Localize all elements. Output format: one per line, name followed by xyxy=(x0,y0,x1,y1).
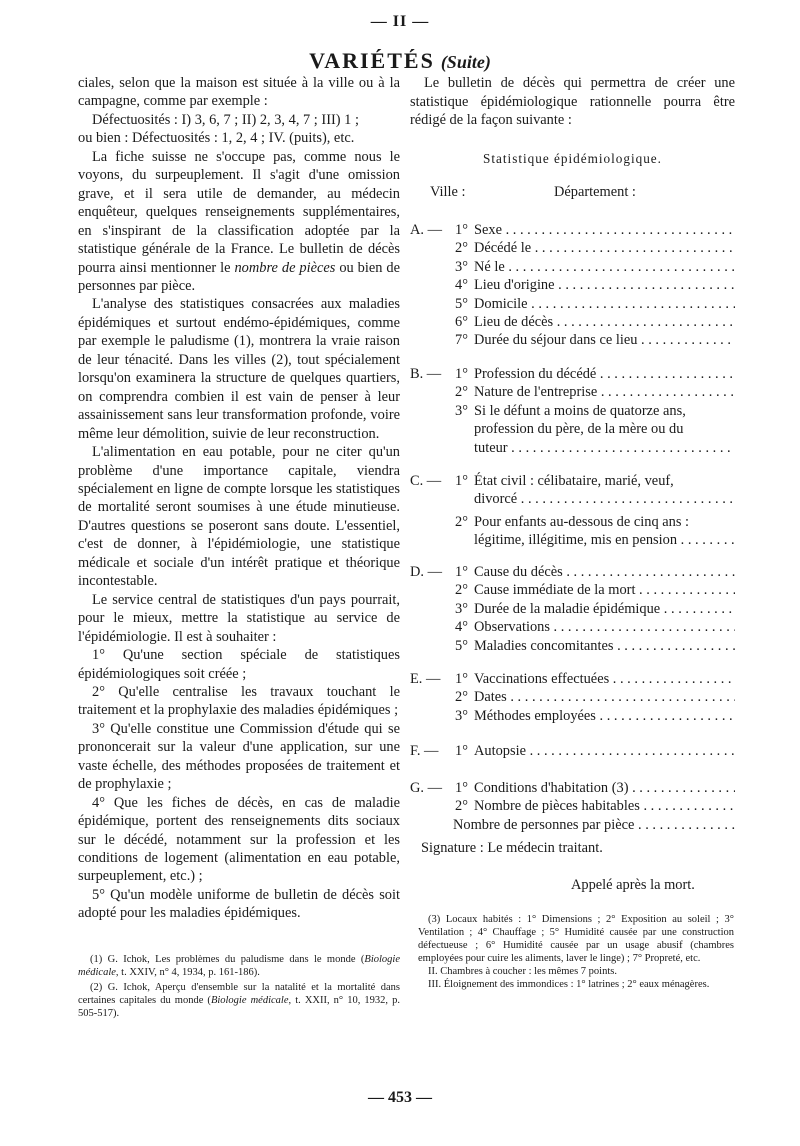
form-section-d xyxy=(410,563,735,655)
form-field: Nombre de personnes par pièce . . . xyxy=(453,816,735,834)
item-number: 6° xyxy=(455,313,468,330)
item-number: 1° xyxy=(455,671,468,687)
item-number: 2° xyxy=(455,513,468,530)
paragraph: ciales, selon que la maison est située à la ville ou à la campagne, comme par exemple : xyxy=(78,75,400,110)
section-letter: A. — xyxy=(410,222,442,238)
signature-line: Signature : Le médecin traitant. xyxy=(421,840,603,856)
wish-item: 5° Qu'un modèle uniforme de bulletin de décès soit adopté pour les maladies épidémiques. xyxy=(78,886,400,922)
section-letter: F. — xyxy=(410,743,439,759)
form-field: Lieu d'origine . . . xyxy=(474,276,735,294)
item-number: 3° xyxy=(455,600,468,617)
form-field: Vaccinations effectuées . . . xyxy=(474,670,735,688)
wish-item: 4° Que les fiches de décès, en cas de maladie épidémique, portent des renseignements dits sociaux sur le décédé, notamment sur la profession et les conditions de logement (alimentation en eau potable, surpeuplement, etc.) ; xyxy=(78,794,400,885)
text-run: La fiche suisse ne s'occupe pas, comme nous le voyons, du surpeuplement. Il s'agit d'une omission grave, et il sera utile de demander, au médecin enquêteur, quelques renseignements supplémentaires, en s'inspirant de la classification adoptée par la statistique générale de la France. Le bulletin de décès pourra ainsi mentionner le xyxy=(78,148,400,276)
footnote xyxy=(78,953,400,980)
italic-text: Biologie médicale xyxy=(78,954,400,979)
footnote-subitem: III. Éloignement des immondices : 1° latrines ; 2° eaux ménagères. xyxy=(428,979,710,991)
item-number: 3° xyxy=(455,402,468,419)
item-number: 7° xyxy=(455,332,468,349)
form-section-c xyxy=(410,472,735,550)
paragraph: Le bulletin de décès qui permettra de créer une statistique épidémiologique rationnelle pourra être rédigé de la façon suivante : xyxy=(410,75,735,129)
footnote xyxy=(78,981,400,1021)
footnote-subitem: II. Chambres à coucher : les mêmes 7 points. xyxy=(428,966,617,978)
paragraph: Le service central de statistiques d'un pays pourrait, pour le mieux, mettre la statistique au service de l'épidémiologie. Il est à souhaiter : xyxy=(78,591,400,645)
item-number: 1° xyxy=(455,366,468,382)
left-column xyxy=(78,74,400,923)
italic-text: Biologie médicale xyxy=(210,994,289,1006)
wish-item: 3° Qu'elle constitue une Commission d'étude qui se prononcerait sur la valeur d'une application, sur une vaste échelle, des méthodes proposées de traitement et de prophylaxie ; xyxy=(78,720,400,793)
paragraph: L'analyse des statistiques consacrées aux maladies épidémiques et surtout endémo-épidémiques, comme par exemple le paludisme (1), montrera la vraie raison de leur ténacité. Dans les villes (2), tout spécialement lorsqu'on examinera la structure de quelques quartiers, on comprendra combien il est vain de penser à leur assainissement sans leur transformation profonde, voire même leur démolition, suivie de leur reconstruction. xyxy=(78,296,400,442)
item-number: 2° xyxy=(455,240,468,257)
form-field-continuation: tuteur . . . xyxy=(474,439,735,457)
text-run: (1) G. Ichok, Les problèmes du paludisme dans le monde ( xyxy=(90,954,365,965)
form-field: État civil : célibataire, marié, veuf, xyxy=(474,473,674,489)
footnote: (3) Locaux habités : 1° Dimensions ; 2° Exposition au soleil ; 3° Ventilation ; 4° Chauffage ; 5° Humidité causée par une construction défectueuse ; 6° Humidité causée par un usage abusif (chambres employées pour cuire les aliments, laver le linge) ; 7° Propreté, etc. xyxy=(418,914,734,965)
form-field: Cause immédiate de la mort . . . xyxy=(474,581,735,599)
form-field-continuation: divorcé . . . xyxy=(474,490,735,508)
form-section-f xyxy=(410,742,735,760)
paragraph xyxy=(78,148,400,296)
paragraph: L'alimentation en eau potable, pour ne citer qu'un problème d'une importance capitale, viendra spécialement en ligne de compte lorsque les statistiques de mortalité seront soumises à une étude minutieuse. D'autres questions se poseront sans doute. L'essentiel, c'est de donner, à l'épidémiologie, une statistique médicale et sociale d'un intérêt pratique et théorique incontestable. xyxy=(78,444,400,590)
form-field-continuation: légitime, illégitime, mis en pension . . . xyxy=(474,531,735,549)
ville-label: Ville : xyxy=(430,184,466,200)
text-run: , t. XXIV, n° 4, 1934, p. 161-186). xyxy=(115,967,260,979)
item-number: 1° xyxy=(455,564,468,580)
right-column-intro xyxy=(410,74,735,130)
text-run: ou bien de personnes par pièce. xyxy=(78,259,400,294)
form-field: Pour enfants au-dessous de cinq ans : xyxy=(474,513,690,530)
paragraph: ou bien : Défectuosités : 1, 2, 4 ; IV. (puits), etc. xyxy=(78,130,355,147)
form-field: Décédé le . . . xyxy=(474,239,735,257)
form-field: Durée de la maladie épidémique . . . xyxy=(474,600,735,618)
section-number: — II — xyxy=(370,13,430,30)
page-number: — 453 — xyxy=(368,1089,432,1106)
form-field: Maladies concomitantes . . . xyxy=(474,637,735,655)
text-run: (2) G. Ichok, Aperçu d'ensemble sur la natalité et la mortalité dans certaines capitales du monde ( xyxy=(78,981,400,1006)
wish-item: 1° Qu'une section spéciale de statistiques épidémiologiques soit créée ; xyxy=(78,647,400,682)
item-number: 5° xyxy=(455,637,468,654)
form-section-g xyxy=(410,779,735,834)
page-title-text: VARIÉTÉS xyxy=(309,48,435,73)
section-letter: B. — xyxy=(410,366,442,382)
form-field-continuation: profession du père, de la mère ou du xyxy=(474,421,684,438)
right-footnotes xyxy=(418,913,734,992)
form-field: Méthodes employées . . . xyxy=(474,707,735,725)
page-title-suffix: (Suite) xyxy=(440,52,491,72)
item-number: 1° xyxy=(455,222,468,238)
form-section-b xyxy=(410,365,735,457)
form-field: Né le . . . xyxy=(474,258,735,276)
form-field: Si le défunt a moins de quatorze ans, xyxy=(474,402,686,419)
item-number: 1° xyxy=(455,473,468,489)
form-field: Domicile . . . xyxy=(474,295,735,313)
item-number: 1° xyxy=(455,780,468,796)
form-field: Autopsie . . . xyxy=(474,742,735,760)
form-field: Profession du décédé . . . xyxy=(474,365,735,383)
section-letter: C. — xyxy=(410,473,442,489)
page-title xyxy=(0,48,800,74)
ville-departement-row xyxy=(430,184,730,201)
form-field: Nombre de pièces habitables . . . xyxy=(474,797,735,815)
form-field: Lieu de décès . . . xyxy=(474,313,735,331)
item-number: 4° xyxy=(455,277,468,294)
item-number: 2° xyxy=(455,798,468,815)
item-number: 3° xyxy=(455,707,468,724)
form-field: Cause du décès . . . xyxy=(474,563,735,581)
item-number: 4° xyxy=(455,619,468,636)
form-field: Nature de l'entreprise . . . xyxy=(474,383,735,401)
form-section-a xyxy=(410,221,735,350)
item-number: 3° xyxy=(455,258,468,275)
section-letter: D. — xyxy=(410,564,442,580)
form-title: Statistique épidémiologique. xyxy=(483,151,662,166)
section-letter: E. — xyxy=(410,671,441,687)
item-number: 5° xyxy=(455,295,468,312)
form-field: Sexe . . . xyxy=(474,221,735,239)
form-field: Durée du séjour dans ce lieu . . . xyxy=(474,331,735,349)
item-number: 2° xyxy=(455,582,468,599)
called-after-death-line: Appelé après la mort. xyxy=(571,877,695,893)
departement-label: Département : xyxy=(554,184,636,200)
form-section-e xyxy=(410,670,735,725)
text-run: , t. XXII, n° 10, 1932, p. 505-517). xyxy=(78,994,400,1020)
section-letter: G. — xyxy=(410,780,442,796)
form-field: Conditions d'habitation (3) . . . xyxy=(474,779,735,797)
paragraph: Défectuosités : I) 3, 6, 7 ; II) 2, 3, 4, 7 ; III) 1 ; xyxy=(92,111,359,128)
form-field: Dates . . . xyxy=(474,688,735,706)
item-number: 1° xyxy=(455,743,468,759)
wish-item: 2° Qu'elle centralise les travaux touchant le traitement et la prophylaxie des maladies épidémiques ; xyxy=(78,683,400,719)
form-field: Observations . . . xyxy=(474,618,735,636)
italic-text: nombre de pièces xyxy=(234,259,336,276)
item-number: 2° xyxy=(455,689,468,706)
item-number: 2° xyxy=(455,384,468,401)
left-footnotes xyxy=(78,953,400,1021)
